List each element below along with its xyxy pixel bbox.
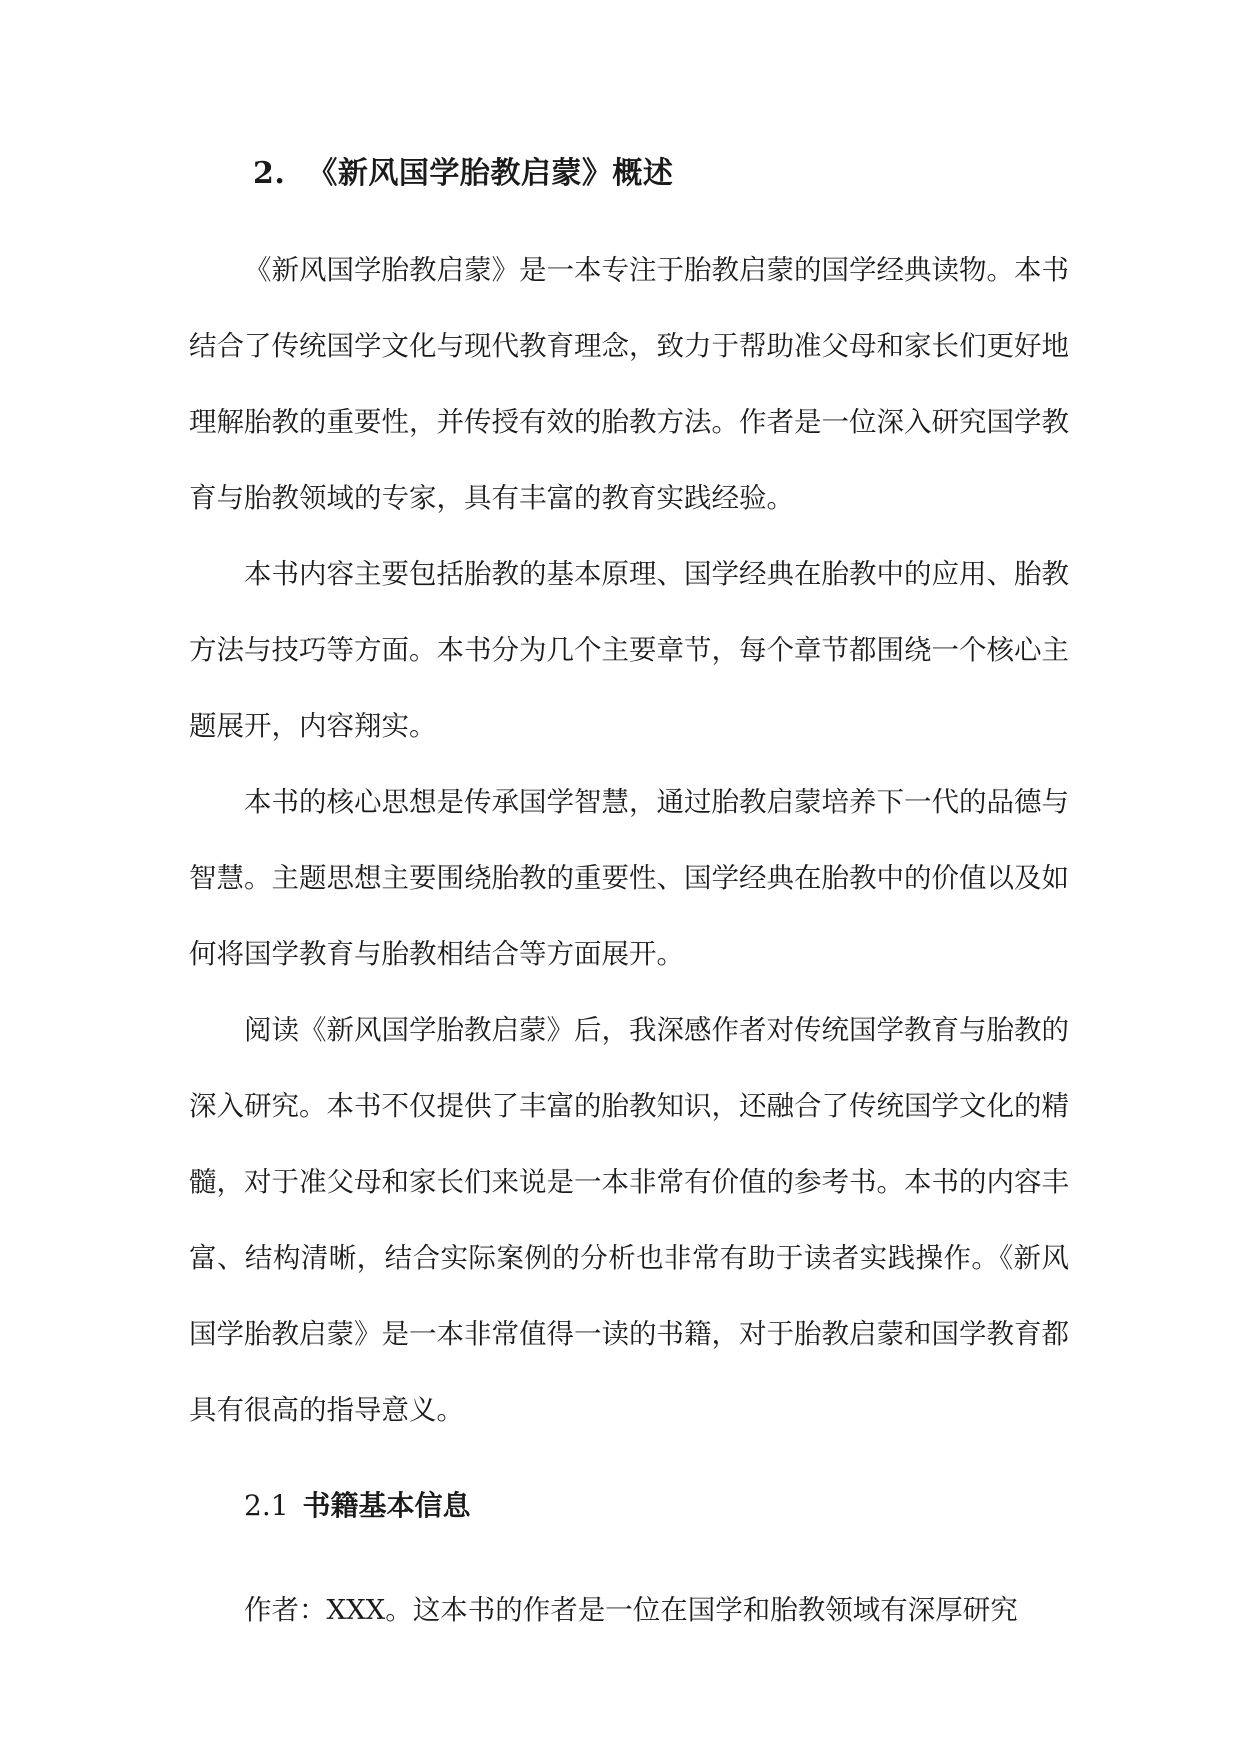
subsection-body	[189, 1572, 1069, 1648]
subsection-title: 书籍基本信息	[302, 1489, 471, 1522]
paragraph: 作者：XXX。这本书的作者是一位在国学和胎教领域有深厚研究	[244, 1594, 1018, 1626]
subsection-heading	[244, 1480, 471, 1532]
section-heading	[253, 148, 673, 200]
paragraph: 阅读《新风国学胎教启蒙》后，我深感作者对传统国学教育与胎教的深入研究。本书不仅提供了丰富的胎教知识，还融合了传统国学文化的精髓，对于准父母和家长们来说是一本非常有价值的参考书。本书的内容丰富、结构清晰，结合实际案例的分析也非常有助于读者实践操作。《新风国学胎教启蒙》是一本非常值得一读的书籍，对于胎教启蒙和国学教育都具有很高的指导意义。	[189, 1014, 1069, 1426]
section-title: 《新风国学胎教启蒙》概述	[307, 156, 674, 191]
section-number: 2.	[253, 156, 286, 191]
paragraph: 本书内容主要包括胎教的基本原理、国学经典在胎教中的应用、胎教方法与技巧等方面。本书分为几个主要章节，每个章节都围绕一个核心主题展开，内容翔实。	[189, 558, 1069, 742]
section-body	[189, 232, 1069, 1448]
paragraph: 本书的核心思想是传承国学智慧，通过胎教启蒙培养下一代的品德与智慧。主题思想主要围绕胎教的重要性、国学经典在胎教中的价值以及如何将国学教育与胎教相结合等方面展开。	[189, 786, 1069, 970]
paragraph: 《新风国学胎教启蒙》是一本专注于胎教启蒙的国学经典读物。本书结合了传统国学文化与现代教育理念，致力于帮助准父母和家长们更好地理解胎教的重要性，并传授有效的胎教方法。作者是一位深入研究国学教育与胎教领域的专家，具有丰富的教育实践经验。	[189, 254, 1069, 514]
subsection-number: 2.1	[244, 1489, 289, 1522]
